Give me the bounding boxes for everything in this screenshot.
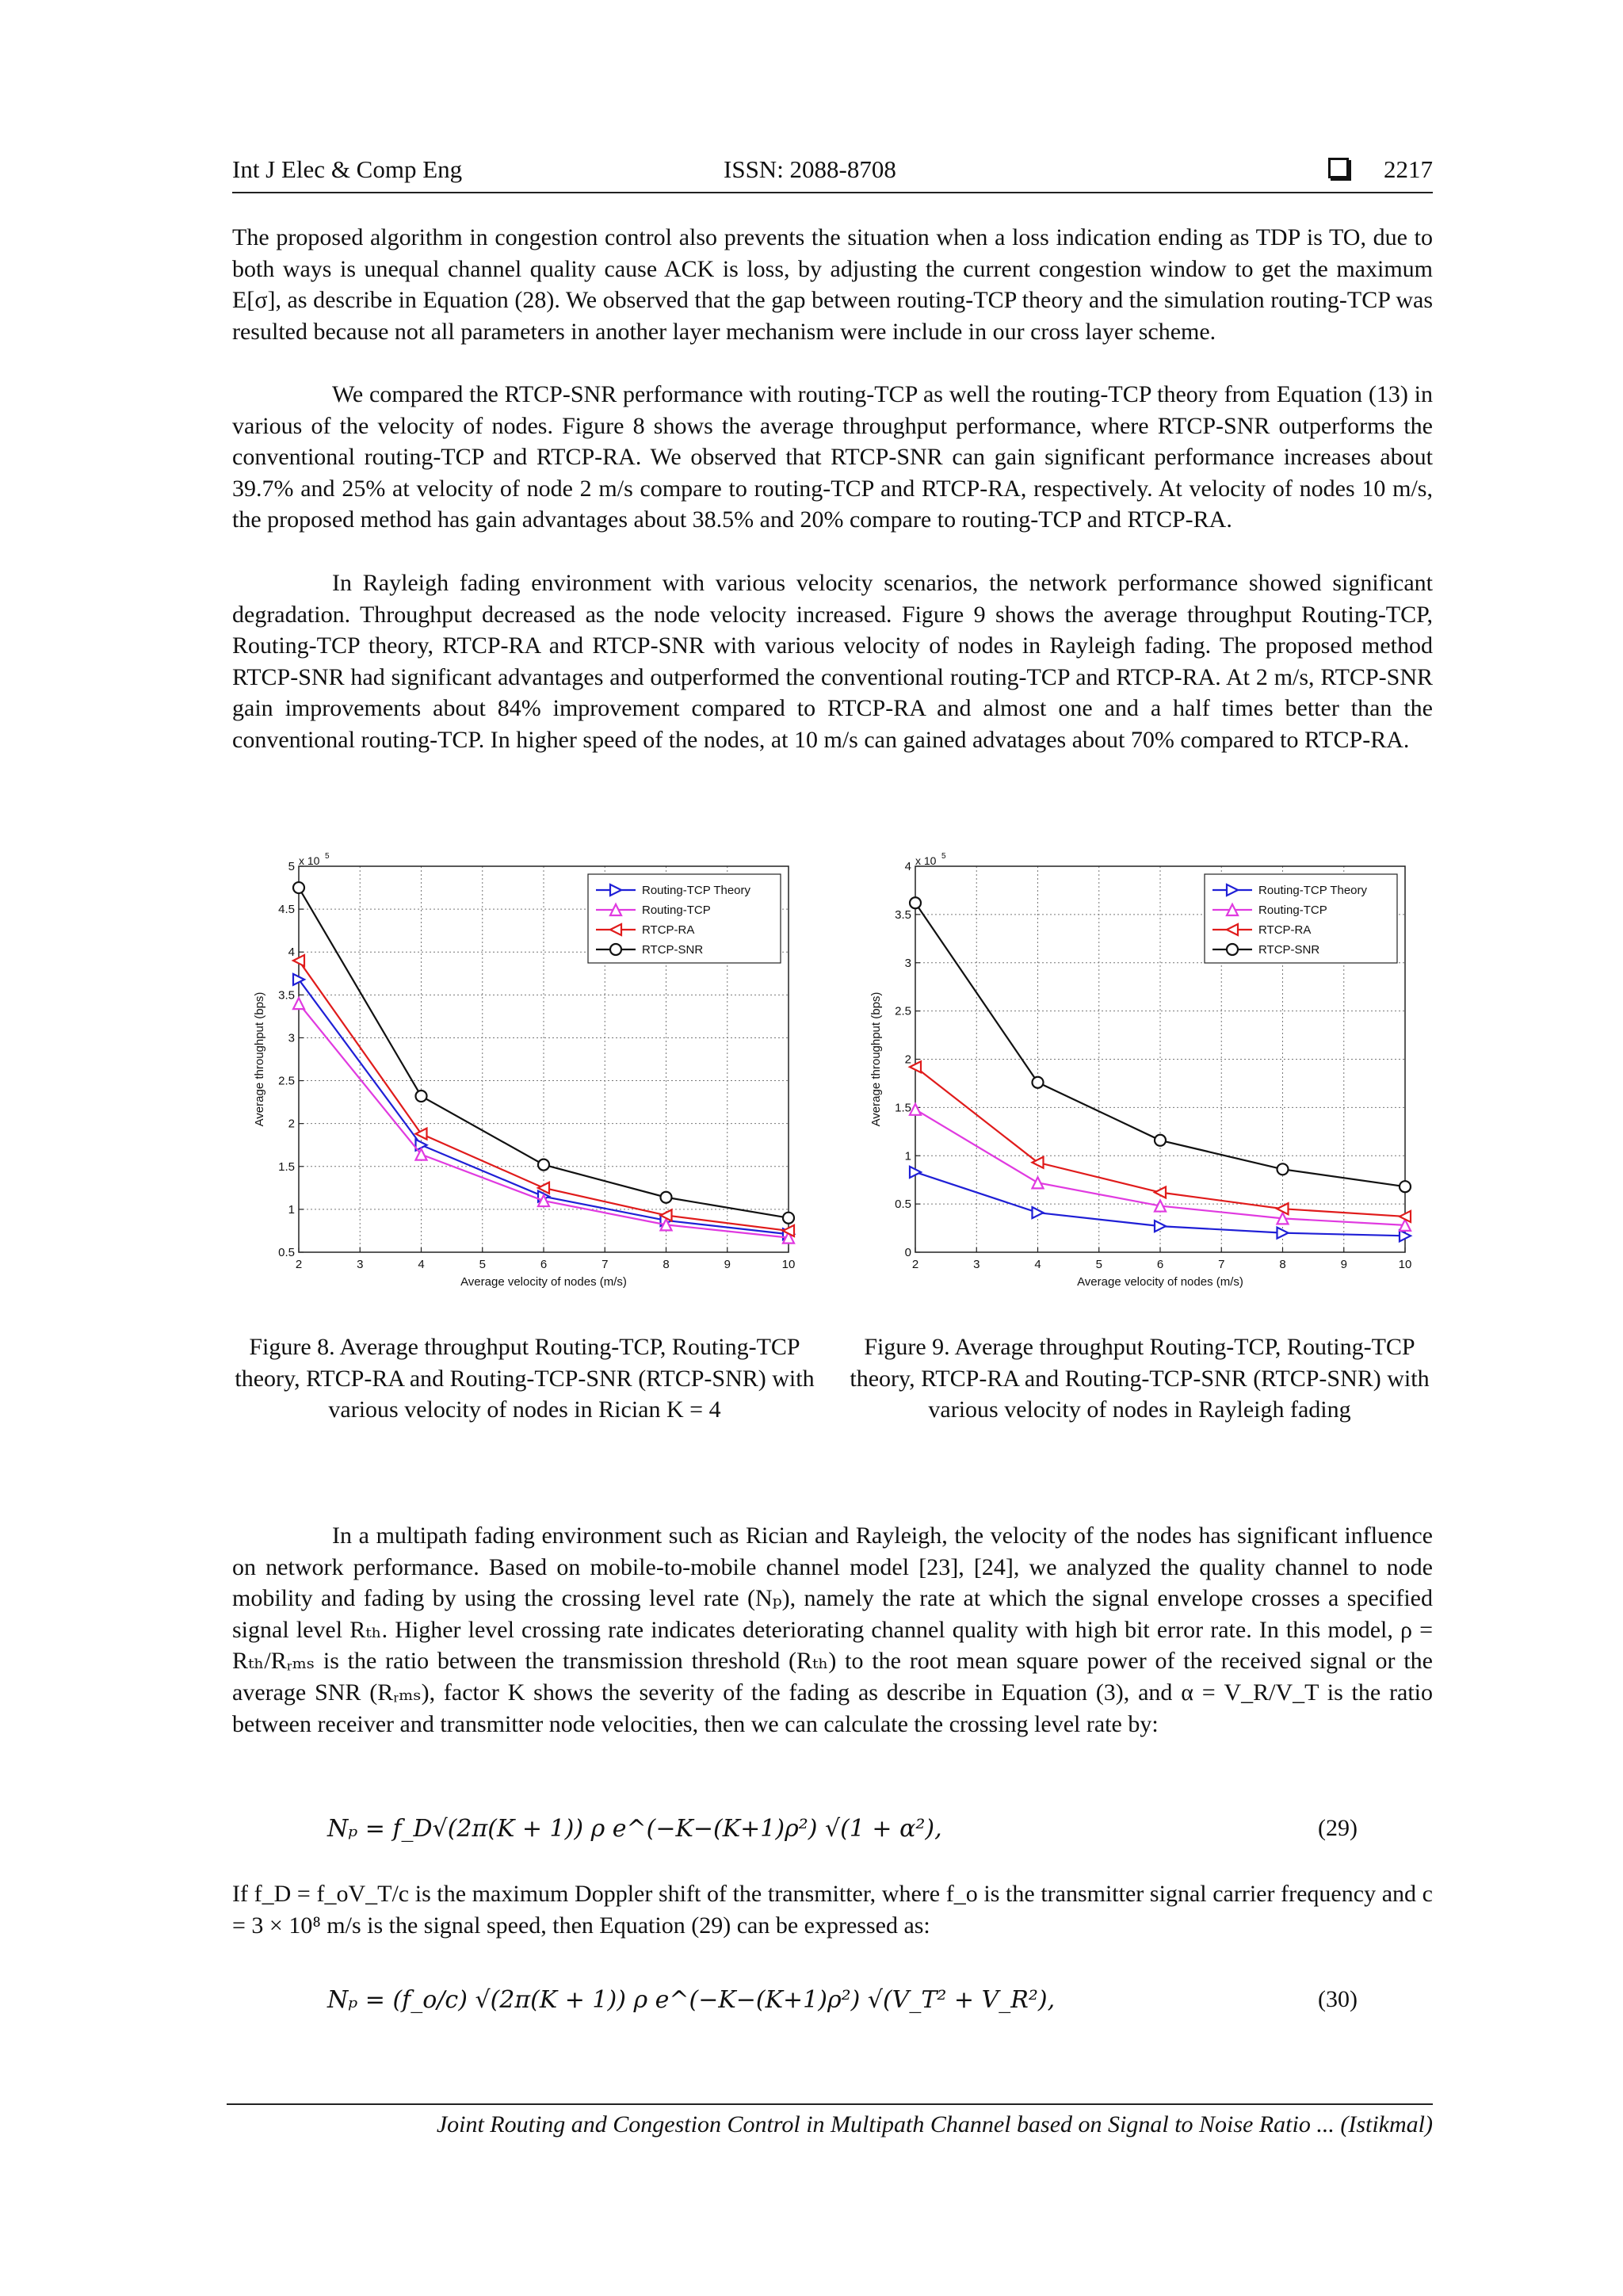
y-tick-label: 0.5	[278, 1246, 295, 1259]
x-tick-label: 2	[295, 1258, 303, 1271]
data-point-snr	[1277, 1163, 1289, 1175]
axis-multiplier: x 10	[915, 854, 937, 867]
x-tick-label: 9	[1340, 1258, 1347, 1271]
running-footer	[227, 2103, 1433, 2138]
x-tick-label: 10	[1398, 1258, 1412, 1271]
equation-29-number: (29)	[1318, 1815, 1358, 1841]
axis-multiplier-exponent: 5	[941, 852, 946, 861]
x-tick-label: 2	[911, 1258, 919, 1271]
y-tick-label: 3.5	[895, 907, 911, 922]
data-point-snr	[1400, 1181, 1411, 1192]
data-point-snr	[538, 1159, 549, 1171]
x-tick-label: 6	[540, 1258, 548, 1271]
y-axis-label: Average throughput (bps)	[253, 991, 266, 1127]
legend-label-tcp: Routing-TCP	[1258, 904, 1327, 917]
x-tick-label: 3	[357, 1258, 364, 1271]
x-tick-label: 7	[1218, 1258, 1225, 1271]
y-tick-label: 2	[904, 1052, 911, 1067]
axis-multiplier-exponent: 5	[325, 852, 330, 861]
issn: ISSN: 2088-8708	[724, 155, 896, 183]
y-tick-label: 2.5	[278, 1074, 295, 1088]
figure-8-chart	[250, 852, 812, 1304]
paragraph-2: We compared the RTCP-SNR performance with routing-TCP as well the routing-TCP theory from Equation (13) in various of the velocity of nodes. Figure 8 shows the average throughput performance, where RTCP-SNR outperforms the conventional routing-TCP and RTCP-RA. We observed that RTCP-SNR can gain significant performance increases about 39.7% and 25% at velocity of node 2 m/s compare to routing-TCP and RTCP-RA, respectively. At velocity of nodes 10 m/s, the proposed method has gain advantages about 38.5% and 20% compare to routing-TCP and RTCP-RA.	[232, 381, 1433, 533]
equation-29	[327, 1815, 1358, 1843]
paragraph-3: In Rayleigh fading environment with various velocity scenarios, the network performance showed significant degradation. Throughput decreased as the node velocity increased. Figure 9 shows the average throughput Routing-TCP, Routing-TCP theory, RTCP-RA and RTCP-SNR with various velocity of nodes in Rayleigh fading. The proposed method RTCP-SNR had significant advantages and outperformed the conventional routing-TCP and RTCP-RA. At 2 m/s, RTCP-SNR gain improvements about 84% improvement compared to RTCP-RA and almost one and a half times better than the conventional routing-TCP. In higher speed of the nodes, at 10 m/s can gained advatages about 70% compared to RTCP-RA.	[232, 570, 1433, 753]
x-tick-label: 8	[663, 1258, 670, 1271]
data-point-snr	[1033, 1077, 1044, 1088]
x-tick-label: 4	[418, 1258, 425, 1271]
y-tick-label: 4.5	[278, 903, 295, 917]
footer-title: Joint Routing and Congestion Control in Multipath Channel based on Signal to Noise Ratio ... (Istikmal)	[436, 2111, 1433, 2137]
y-tick-label: 2	[288, 1117, 295, 1131]
x-tick-label: 3	[973, 1258, 980, 1271]
y-tick-label: 1	[288, 1202, 295, 1217]
legend-label-ra: RTCP-RA	[642, 923, 695, 937]
page-number-block	[1328, 155, 1433, 184]
legend-label-theory: Routing-TCP Theory	[642, 884, 751, 897]
y-tick-label: 2.5	[895, 1004, 911, 1018]
x-axis-label: Average velocity of nodes (m/s)	[1077, 1275, 1243, 1289]
equation-30-body: Nₚ = (f_o/c) √(2π(K + 1)) ρ e^(−K−(K+1)ρ²) √(V_T² + V_R²),	[327, 1986, 1056, 2014]
y-tick-label: 0	[904, 1246, 911, 1259]
legend-label-ra: RTCP-RA	[1258, 923, 1312, 937]
x-tick-label: 4	[1034, 1258, 1041, 1271]
x-tick-label: 10	[781, 1258, 796, 1271]
legend-label-snr: RTCP-SNR	[1258, 943, 1320, 957]
x-tick-label: 6	[1156, 1258, 1164, 1271]
x-tick-label: 5	[479, 1258, 486, 1271]
legend-marker-snr	[1227, 944, 1238, 955]
figure-8-caption: Figure 8. Average throughput Routing-TCP, Routing-TCP theory, RTCP-RA and Routing-TCP-SNR (RTCP-SNR) with various velocity of nodes in Rician K = 4	[235, 1334, 815, 1423]
y-tick-label: 3.5	[278, 988, 295, 1003]
figure-9-chart	[866, 852, 1429, 1304]
data-point-snr	[416, 1091, 427, 1102]
axis-multiplier: x 10	[299, 854, 320, 867]
legend-label-snr: RTCP-SNR	[642, 943, 704, 957]
y-tick-label: 3	[288, 1031, 295, 1045]
x-tick-label: 7	[601, 1258, 609, 1271]
page-number: 2217	[1384, 155, 1433, 183]
journal-name: Int J Elec & Comp Eng	[232, 155, 463, 183]
x-axis-label: Average velocity of nodes (m/s)	[460, 1275, 627, 1289]
data-point-snr	[661, 1192, 672, 1203]
y-tick-label: 1	[904, 1149, 911, 1163]
data-point-snr	[783, 1213, 794, 1224]
equation-30-number: (30)	[1318, 1986, 1358, 2012]
checkbox-icon	[1328, 158, 1349, 178]
data-point-snr	[293, 882, 304, 893]
data-point-snr	[910, 897, 921, 908]
y-tick-label: 3	[904, 956, 911, 970]
paragraph-5: If f_D = f_oV_T/c is the maximum Doppler shift of the transmitter, where f_o is the transmitter signal carrier frequency and c = 3 × 10⁸ m/s is the signal speed, then Equation (29) can be expressed as:	[232, 1881, 1433, 1939]
x-tick-label: 5	[1095, 1258, 1102, 1271]
y-tick-label: 5	[288, 860, 295, 873]
equation-29-body: Nₚ = f_D√(2π(K + 1)) ρ e^(−K−(K+1)ρ²) √(1 + α²),	[327, 1815, 942, 1843]
y-axis-label: Average throughput (bps)	[869, 991, 883, 1127]
paragraph-1: The proposed algorithm in congestion control also prevents the situation when a loss indication ending as TDP is TO, due to both ways is unequal channel quality cause ACK is loss, by adjusting the current congestion window to get the maximum E[σ], as describe in Equation (28). We observed that the gap between routing-TCP theory and the simulation routing-TCP was resulted because not all parameters in another layer mechanism were include in our cross layer scheme.	[232, 224, 1433, 345]
data-point-snr	[1155, 1135, 1166, 1146]
y-tick-label: 4	[904, 860, 911, 873]
y-tick-label: 4	[288, 946, 295, 960]
y-tick-label: 1.5	[895, 1101, 911, 1115]
legend-label-theory: Routing-TCP Theory	[1258, 884, 1368, 897]
legend-label-tcp: Routing-TCP	[642, 904, 711, 917]
y-tick-label: 0.5	[895, 1198, 911, 1212]
x-tick-label: 9	[724, 1258, 731, 1271]
equation-30	[327, 1986, 1358, 2014]
y-tick-label: 1.5	[278, 1159, 295, 1174]
paragraph-4: In a multipath fading environment such as Rician and Rayleigh, the velocity of the nodes has significant influence on network performance. Based on mobile-to-mobile channel model [23], [24], we analyzed the quality channel to node mobility and fading by using the crossing level rate (Nₚ), namely the rate at which the signal envelope crosses a specified signal level Rₜₕ. Higher level crossing rate indicates deteriorating channel quality with high bit error rate. In this model, ρ = Rₜₕ/Rᵣₘₛ is the ratio between the transmission threshold (Rₜₕ) to the root mean square power of the received signal or the average SNR (Rᵣₘₛ), factor K shows the severity of the fading as describe in Equation (3), and α = V_R/V_T is the ratio between receiver and transmitter node velocities, then we can calculate the crossing level rate by:	[232, 1522, 1433, 1737]
legend-marker-snr	[610, 944, 621, 955]
running-header	[232, 155, 1433, 193]
figure-9-caption: Figure 9. Average throughput Routing-TCP, Routing-TCP theory, RTCP-RA and Routing-TCP-SNR (RTCP-SNR) with various velocity of nodes in Rayleigh fading	[850, 1334, 1430, 1423]
x-tick-label: 8	[1279, 1258, 1286, 1271]
